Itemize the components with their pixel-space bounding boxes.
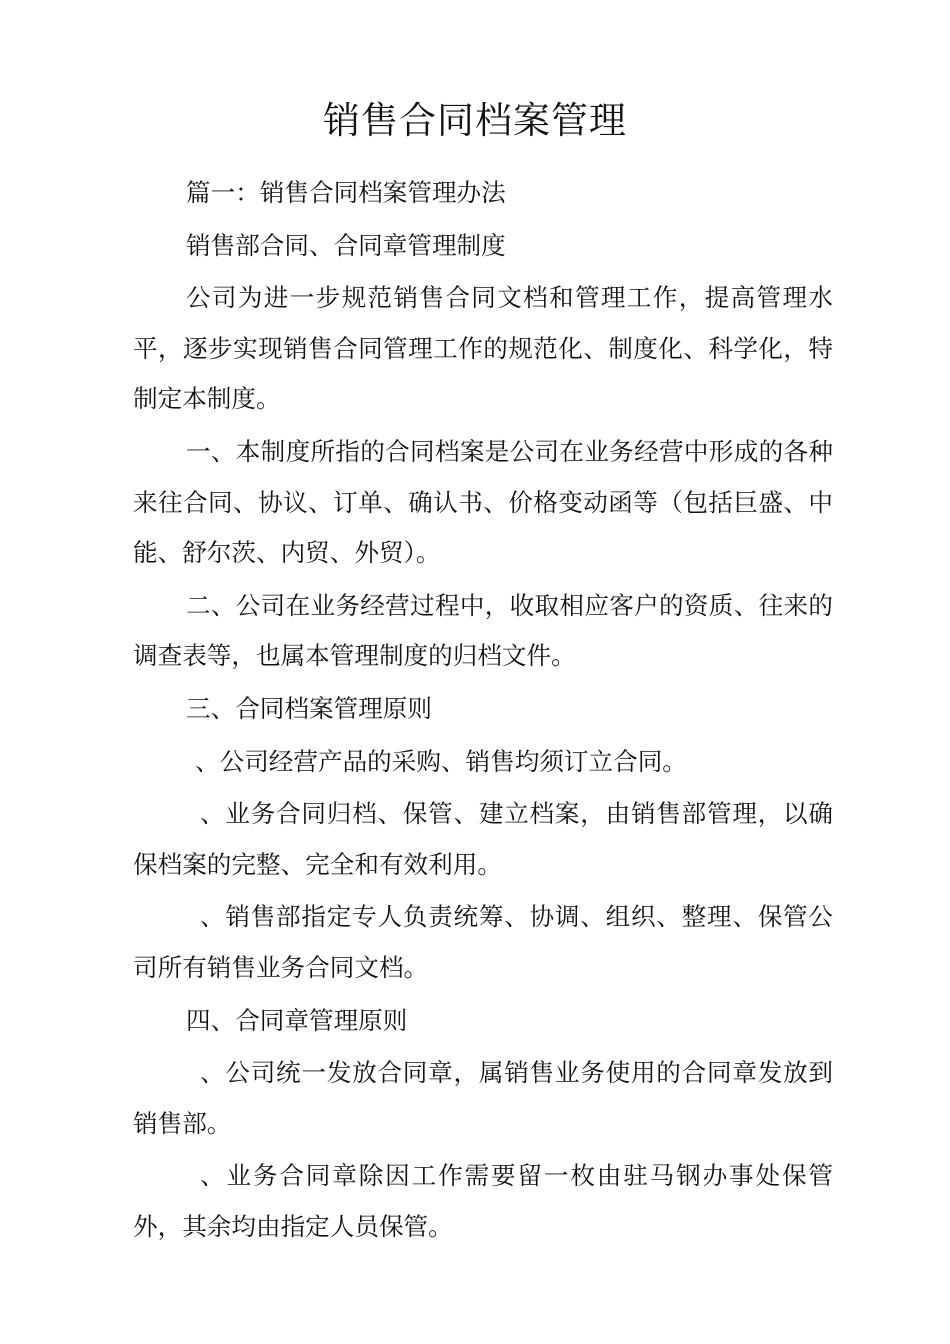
intro-paragraph: 公司为进一步规范销售合同文档和管理工作，提高管理水平，逐步实现销售合同管理工作的规范化、制度化、科学化，特制定本制度。 <box>133 283 833 414</box>
article-four-item-2: 、业务合同章除因工作需要留一枚由驻马钢办事处保管外，其余均由指定人员保管。 <box>133 1161 833 1241</box>
article-three-item-2: 、业务合同归档、保管、建立档案，由销售部管理，以确保档案的完整、完全和有效利用。 <box>133 799 833 879</box>
article-three-item-1: 、公司经营产品的采购、销售均须订立合同。 <box>195 746 687 776</box>
article-two: 二、公司在业务经营过程中，收取相应客户的资质、往来的调查表等，也属本管理制度的归档文件。 <box>133 590 833 671</box>
article-four-item-1: 、公司统一发放合同章，属销售业务使用的合同章发放到销售部。 <box>133 1058 833 1138</box>
article-four-heading: 四、合同章管理原则 <box>186 1005 408 1035</box>
article-three-item-3: 、销售部指定专人负责统筹、协调、组织、整理、保管公司所有销售业务合同文档。 <box>133 902 833 982</box>
document-title: 销售合同档案管理 <box>323 99 627 142</box>
regulation-title: 销售部合同、合同章管理制度 <box>186 230 506 260</box>
document-body <box>133 168 833 1254</box>
article-three-heading: 三、合同档案管理原则 <box>186 693 432 723</box>
section-heading: 篇一：销售合同档案管理办法 <box>186 178 506 207</box>
article-one: 一、本制度所指的合同档案是公司在业务经营中形成的各种来往合同、协议、订单、确认书、价格变动函等（包括巨盛、中能、舒尔茨、内贸、外贸）。 <box>133 436 833 568</box>
